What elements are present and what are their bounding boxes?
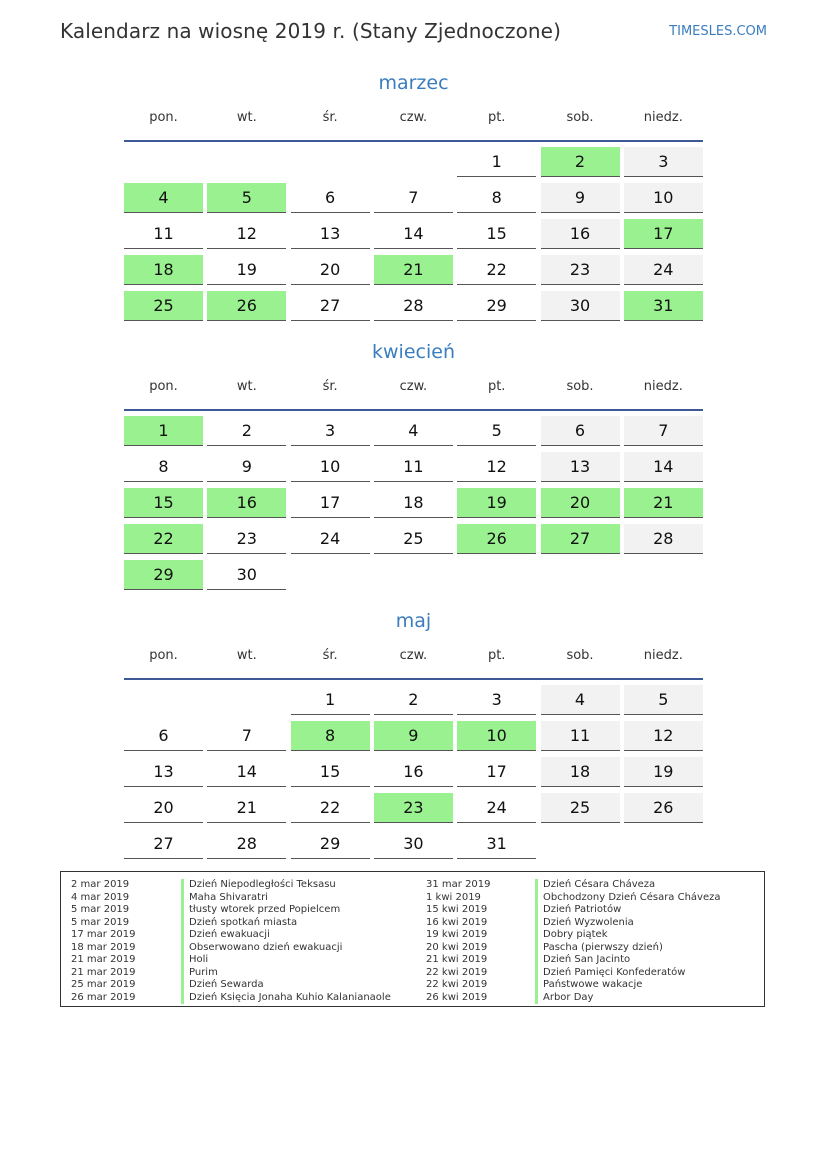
legend-date: 2 mar 2019 (71, 879, 130, 890)
day-cell: 28 (207, 829, 286, 859)
weekday-label: sob. (566, 110, 594, 125)
day-cell: 11 (374, 452, 453, 482)
day-cell: 24 (624, 255, 703, 285)
legend-date: 4 mar 2019 (71, 891, 130, 903)
day-cell: 6 (541, 416, 620, 446)
day-cell: 23 (374, 793, 453, 823)
day-cell: 3 (624, 147, 703, 177)
day-cell: 4 (124, 183, 203, 213)
day-cell: 15 (124, 488, 203, 518)
legend-holiday-name: tłusty wtorek przed Popielcem (181, 904, 340, 917)
day-cell: 8 (124, 452, 203, 482)
day-cell: 25 (374, 524, 453, 554)
day-cell: 8 (291, 721, 370, 751)
day-cell: 21 (374, 255, 453, 285)
day-cell: 19 (457, 488, 536, 518)
day-cell: 20 (291, 255, 370, 285)
weekday-label: sob. (566, 379, 594, 394)
weekday-header (124, 648, 703, 680)
legend-date: 22 kwi 2019 (426, 979, 488, 990)
weekday-label: niedz. (643, 648, 683, 663)
legend-holiday-name: Dzień ewakuacji (181, 929, 270, 942)
day-cell: 18 (541, 757, 620, 787)
day-cell: 8 (457, 183, 536, 213)
weekday-label: wt. (236, 379, 257, 394)
month-title: maj (395, 610, 432, 632)
day-cell: 13 (124, 757, 203, 787)
legend-date: 16 kwi 2019 (426, 916, 488, 928)
month-0 (124, 68, 703, 315)
legend-date: 17 mar 2019 (71, 929, 136, 940)
day-cell: 30 (374, 829, 453, 859)
day-cell: 17 (291, 488, 370, 518)
day-cell: 2 (207, 416, 286, 446)
legend-holiday-name: Dzień Sewarda (181, 979, 264, 992)
day-cell: 26 (624, 793, 703, 823)
month-2 (124, 606, 703, 853)
day-cell: 15 (457, 219, 536, 249)
day-cell: 15 (291, 757, 370, 787)
day-cell: 25 (541, 793, 620, 823)
day-cell: 31 (624, 291, 703, 321)
weekday-label: sob. (566, 648, 594, 663)
day-cell: 12 (207, 219, 286, 249)
legend-holiday-name: Dzień Wyzwolenia (535, 917, 634, 930)
day-cell: 13 (541, 452, 620, 482)
day-cell: 31 (457, 829, 536, 859)
weekday-label: wt. (236, 648, 257, 663)
day-cell: 30 (207, 560, 286, 590)
weekday-label: śr. (322, 110, 338, 125)
weekday-label: niedz. (643, 110, 683, 125)
day-cell: 14 (207, 757, 286, 787)
day-cell: 16 (541, 219, 620, 249)
day-cell: 1 (457, 147, 536, 177)
day-cell: 9 (207, 452, 286, 482)
day-cell: 29 (457, 291, 536, 321)
site-link[interactable]: TIMESLES.COM (669, 24, 767, 39)
legend-holiday-name: Pascha (pierwszy dzień) (535, 942, 663, 955)
day-cell: 18 (374, 488, 453, 518)
page-title: Kalendarz na wiosnę 2019 r. (Stany Zjednoczone) (60, 19, 561, 43)
legend-date: 5 mar 2019 (71, 916, 130, 928)
weekday-label: śr. (322, 648, 338, 663)
day-cell: 17 (457, 757, 536, 787)
day-cell: 17 (624, 219, 703, 249)
legend-date: 21 mar 2019 (71, 966, 136, 978)
day-cell: 26 (457, 524, 536, 554)
weekday-label: pon. (149, 110, 178, 125)
legend-holiday-name: Obchodzony Dzień Césara Cháveza (535, 892, 721, 905)
day-cell: 24 (291, 524, 370, 554)
day-cell: 12 (457, 452, 536, 482)
day-cell: 4 (541, 685, 620, 715)
legend-date: 5 mar 2019 (71, 904, 130, 915)
day-cell: 2 (541, 147, 620, 177)
legend-holiday-name: Państwowe wakacje (535, 979, 642, 992)
day-cell: 1 (291, 685, 370, 715)
weekday-label: niedz. (643, 379, 683, 394)
legend-date: 26 kwi 2019 (426, 991, 488, 1003)
day-cell: 10 (624, 183, 703, 213)
day-cell: 7 (207, 721, 286, 751)
legend-holiday-name: Arbor Day (535, 992, 593, 1005)
legend-date: 15 kwi 2019 (426, 904, 488, 915)
weekday-label: pon. (149, 648, 178, 663)
day-cell: 4 (374, 416, 453, 446)
weekday-label: pt. (487, 648, 506, 663)
weekday-label: czw. (399, 379, 428, 394)
holiday-legend (60, 871, 765, 1007)
legend-date: 1 kwi 2019 (426, 891, 481, 903)
day-cell: 12 (624, 721, 703, 751)
day-cell: 13 (291, 219, 370, 249)
month-title: kwiecień (372, 341, 455, 363)
day-cell: 16 (207, 488, 286, 518)
legend-date: 31 mar 2019 (426, 879, 491, 890)
day-cell: 7 (374, 183, 453, 213)
day-cell: 16 (374, 757, 453, 787)
day-cell: 2 (374, 685, 453, 715)
day-cell: 11 (541, 721, 620, 751)
weekday-label: pon. (149, 379, 178, 394)
legend-holiday-name: Obserwowano dzień ewakuacji (181, 942, 342, 955)
day-cell: 19 (624, 757, 703, 787)
day-cell: 22 (457, 255, 536, 285)
day-cell: 3 (457, 685, 536, 715)
day-cell: 26 (207, 291, 286, 321)
weekday-label: pt. (487, 110, 506, 125)
legend-holiday-name: Dzień Księcia Jonaha Kuhio Kalanianaole (181, 992, 391, 1005)
month-1 (124, 337, 703, 584)
day-cell: 14 (624, 452, 703, 482)
day-cell: 3 (291, 416, 370, 446)
weekday-label: wt. (236, 110, 257, 125)
day-cell: 30 (541, 291, 620, 321)
day-cell: 5 (457, 416, 536, 446)
day-cell: 25 (124, 291, 203, 321)
day-cell: 5 (624, 685, 703, 715)
legend-date: 19 kwi 2019 (426, 929, 488, 940)
day-cell: 23 (541, 255, 620, 285)
day-cell: 19 (207, 255, 286, 285)
day-cell: 14 (374, 219, 453, 249)
legend-holiday-name: Dzień Pamięci Konfederatów (535, 967, 685, 980)
day-cell: 7 (624, 416, 703, 446)
day-cell: 27 (124, 829, 203, 859)
day-cell: 18 (124, 255, 203, 285)
day-cell: 29 (124, 560, 203, 590)
day-cell: 28 (624, 524, 703, 554)
day-cell: 20 (124, 793, 203, 823)
legend-holiday-name: Dzień San Jacinto (535, 954, 630, 967)
weekday-label: śr. (322, 379, 338, 394)
legend-date: 21 mar 2019 (71, 954, 136, 965)
day-cell: 23 (207, 524, 286, 554)
day-cell: 11 (124, 219, 203, 249)
legend-date: 22 kwi 2019 (426, 966, 488, 978)
day-cell: 21 (207, 793, 286, 823)
legend-date: 20 kwi 2019 (426, 941, 488, 953)
day-cell: 27 (541, 524, 620, 554)
day-cell: 1 (124, 416, 203, 446)
day-cell: 5 (207, 183, 286, 213)
legend-holiday-name: Purim (181, 967, 218, 980)
weekday-label: czw. (399, 110, 428, 125)
legend-date: 25 mar 2019 (71, 979, 136, 990)
day-cell: 9 (541, 183, 620, 213)
legend-holiday-name: Holi (181, 954, 208, 967)
legend-holiday-name: Dzień spotkań miasta (181, 917, 297, 930)
day-cell: 10 (457, 721, 536, 751)
weekday-header (124, 379, 703, 411)
legend-holiday-name: Dzień Patriotów (535, 904, 621, 917)
day-cell: 9 (374, 721, 453, 751)
legend-holiday-name: Dzień Césara Cháveza (535, 879, 655, 892)
day-cell: 6 (124, 721, 203, 751)
legend-holiday-name: Dobry piątek (535, 929, 608, 942)
legend-date: 26 mar 2019 (71, 991, 136, 1003)
day-cell: 10 (291, 452, 370, 482)
legend-holiday-name: Maha Shivaratri (181, 892, 268, 905)
day-cell: 21 (624, 488, 703, 518)
legend-date: 21 kwi 2019 (426, 954, 488, 965)
day-cell: 22 (291, 793, 370, 823)
weekday-label: pt. (487, 379, 506, 394)
day-cell: 6 (291, 183, 370, 213)
weekday-header (124, 110, 703, 142)
legend-holiday-name: Dzień Niepodległości Teksasu (181, 879, 336, 892)
day-cell: 29 (291, 829, 370, 859)
day-cell: 27 (291, 291, 370, 321)
weekday-label: czw. (399, 648, 428, 663)
day-cell: 28 (374, 291, 453, 321)
day-cell: 22 (124, 524, 203, 554)
day-cell: 24 (457, 793, 536, 823)
month-title: marzec (378, 72, 449, 94)
legend-date: 18 mar 2019 (71, 941, 136, 953)
day-cell: 20 (541, 488, 620, 518)
